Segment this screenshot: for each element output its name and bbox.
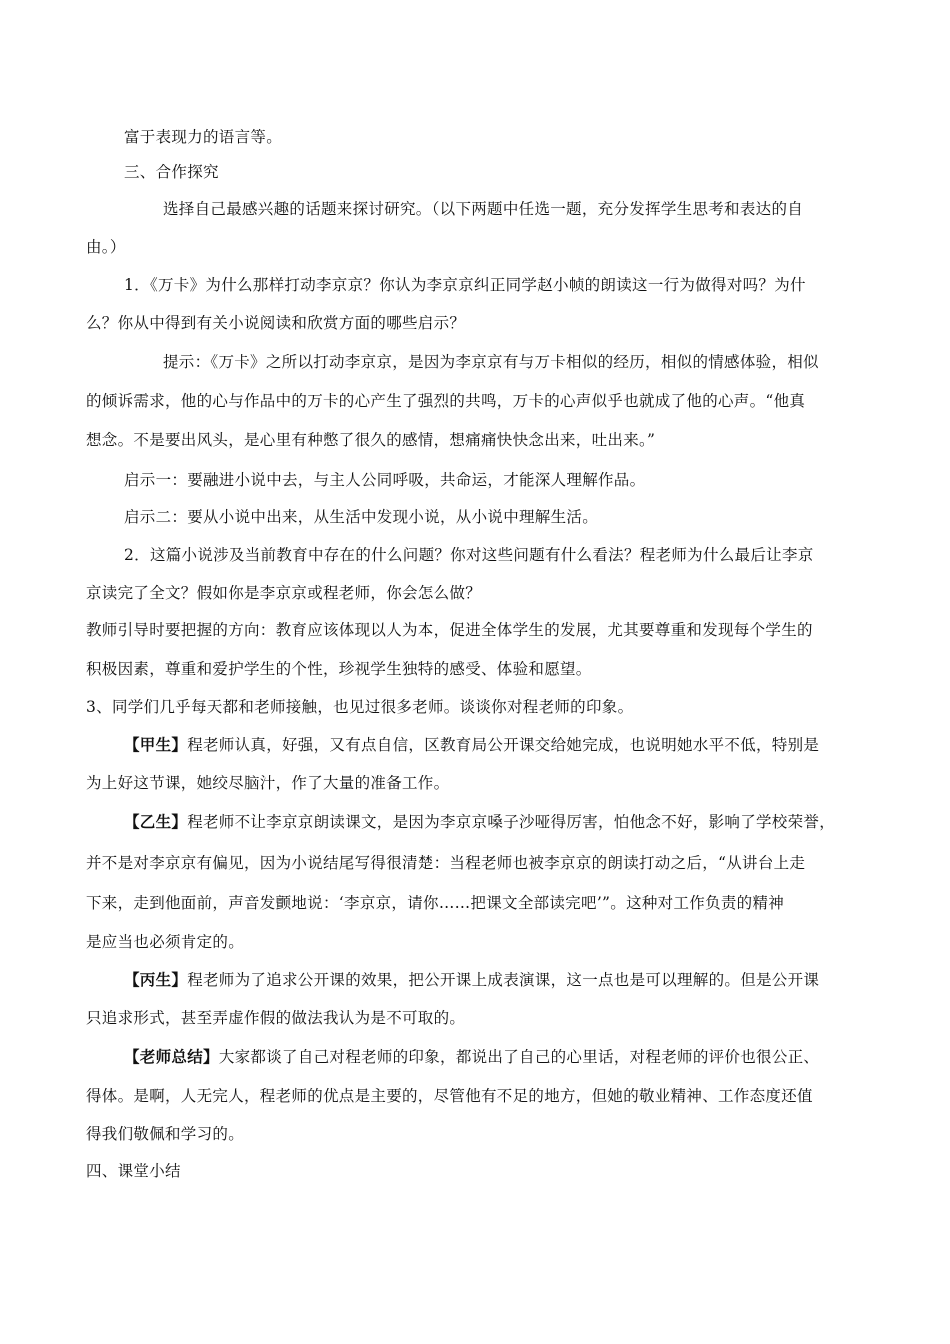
student-jia-tag: 【甲生】 [124,735,188,754]
question-1-line: 么？你从中得到有关小说阅读和欣赏方面的哪些启示？ [86,314,466,332]
question-1-line: 1．《万卡》为什么那样打动李京京？你认为李京京纠正同学赵小帧的朗读这一行为做得对吗？为什 [124,276,806,294]
teacher-summary-tag: 【老师总结】 [124,1047,219,1066]
paragraph-line: 选择自己最感兴趣的话题来探讨研究。（以下两题中任选一题，充分发挥学生思考和表达的自 [163,200,804,218]
question-3-line: 3、同学们几乎每天都和老师接触，也见过很多老师。谈谈你对程老师的印象。 [86,698,634,716]
student-yi-text: 程老师不让李京京朗读课文，是因为李京京嗓子沙哑得厉害，怕他念不好，影响了学校荣誉， [187,813,836,831]
guidance-line: 积极因素，尊重和爱护学生的个性，珍视学生独特的感受、体验和愿望。 [86,660,592,678]
section-heading-class-summary: 四、课堂小结 [86,1162,181,1180]
student-bing-line [124,970,819,990]
teacher-summary-line [124,1047,819,1067]
question-2-line: 2．这篇小说涉及当前教育中存在的什么问题？你对这些问题有什么看法？程老师为什么最后让李京 [124,546,814,564]
teacher-summary-text: 大家都谈了自己对程老师的印象，都说出了自己的心里话，对程老师的评价也很公正、 [218,1048,820,1066]
insight-1-line: 启示一：要融进小说中去，与主人公同呼吸，共命运，才能深人理解作品。 [124,471,646,489]
student-yi-line [124,812,835,832]
paragraph-line: 富于表现力的语言等。 [124,128,283,146]
student-jia-line [124,735,819,755]
insight-2-line: 启示二：要从小说中出来，从生活中发现小说，从小说中理解生活。 [124,508,599,526]
paragraph-line: 由。） [86,238,126,256]
teacher-summary-line: 得体。是啊，人无完人，程老师的优点是主要的，尽管他有不足的地方，但她的敬业精神、工作态度还值 [86,1087,813,1105]
hint-line: 提示：《万卡》之所以打动李京京，是因为李京京有与万卡相似的经历，相似的情感体验，相似 [163,353,819,371]
student-jia-line: 为上好这节课，她绞尽脑汁，作了大量的准备工作。 [86,774,450,792]
hint-line: 的倾诉需求，他的心与作品中的万卡的心产生了强烈的共鸣，万卡的心声似乎也就成了他的心声。“他真 [86,392,806,410]
student-bing-line: 只追求形式，甚至弄虚作假的做法我认为是不可取的。 [86,1009,466,1027]
student-jia-text: 程老师认真，好强，又有点自信，区教育局公开课交给她完成，也说明她水平不低，特别是 [187,736,820,754]
hint-line: 想念。不是要出风头，是心里有种憋了很久的感情，想痛痛快快念出来，吐出来。” [86,431,656,449]
question-2-line: 京读完了全文？假如你是李京京或程老师，你会怎么做？ [86,584,482,602]
student-bing-text: 程老师为了追求公开课的效果，把公开课上成表演课，这一点也是可以理解的。但是公开课 [187,971,820,989]
section-heading-cooperative-inquiry: 三、合作探究 [124,163,219,181]
teacher-summary-line: 得我们敬佩和学习的。 [86,1125,245,1143]
guidance-line: 教师引导时要把握的方向：教育应该体现以人为本，促进全体学生的发展，尤其要尊重和发现每个学生的 [86,621,813,639]
student-yi-line: 并不是对李京京有偏见，因为小说结尾写得很清楚：当程老师也被李京京的朗读打动之后，“从讲台上走 [86,854,806,872]
student-yi-line: 是应当也必须肯定的。 [86,933,245,951]
student-yi-tag: 【乙生】 [124,812,188,831]
student-yi-line: 下来，走到他面前，声音发颤地说：‘李京京，请你……把课文全部读完吧’”。这种对工作负责的精神 [86,894,785,912]
student-bing-tag: 【丙生】 [124,970,188,989]
